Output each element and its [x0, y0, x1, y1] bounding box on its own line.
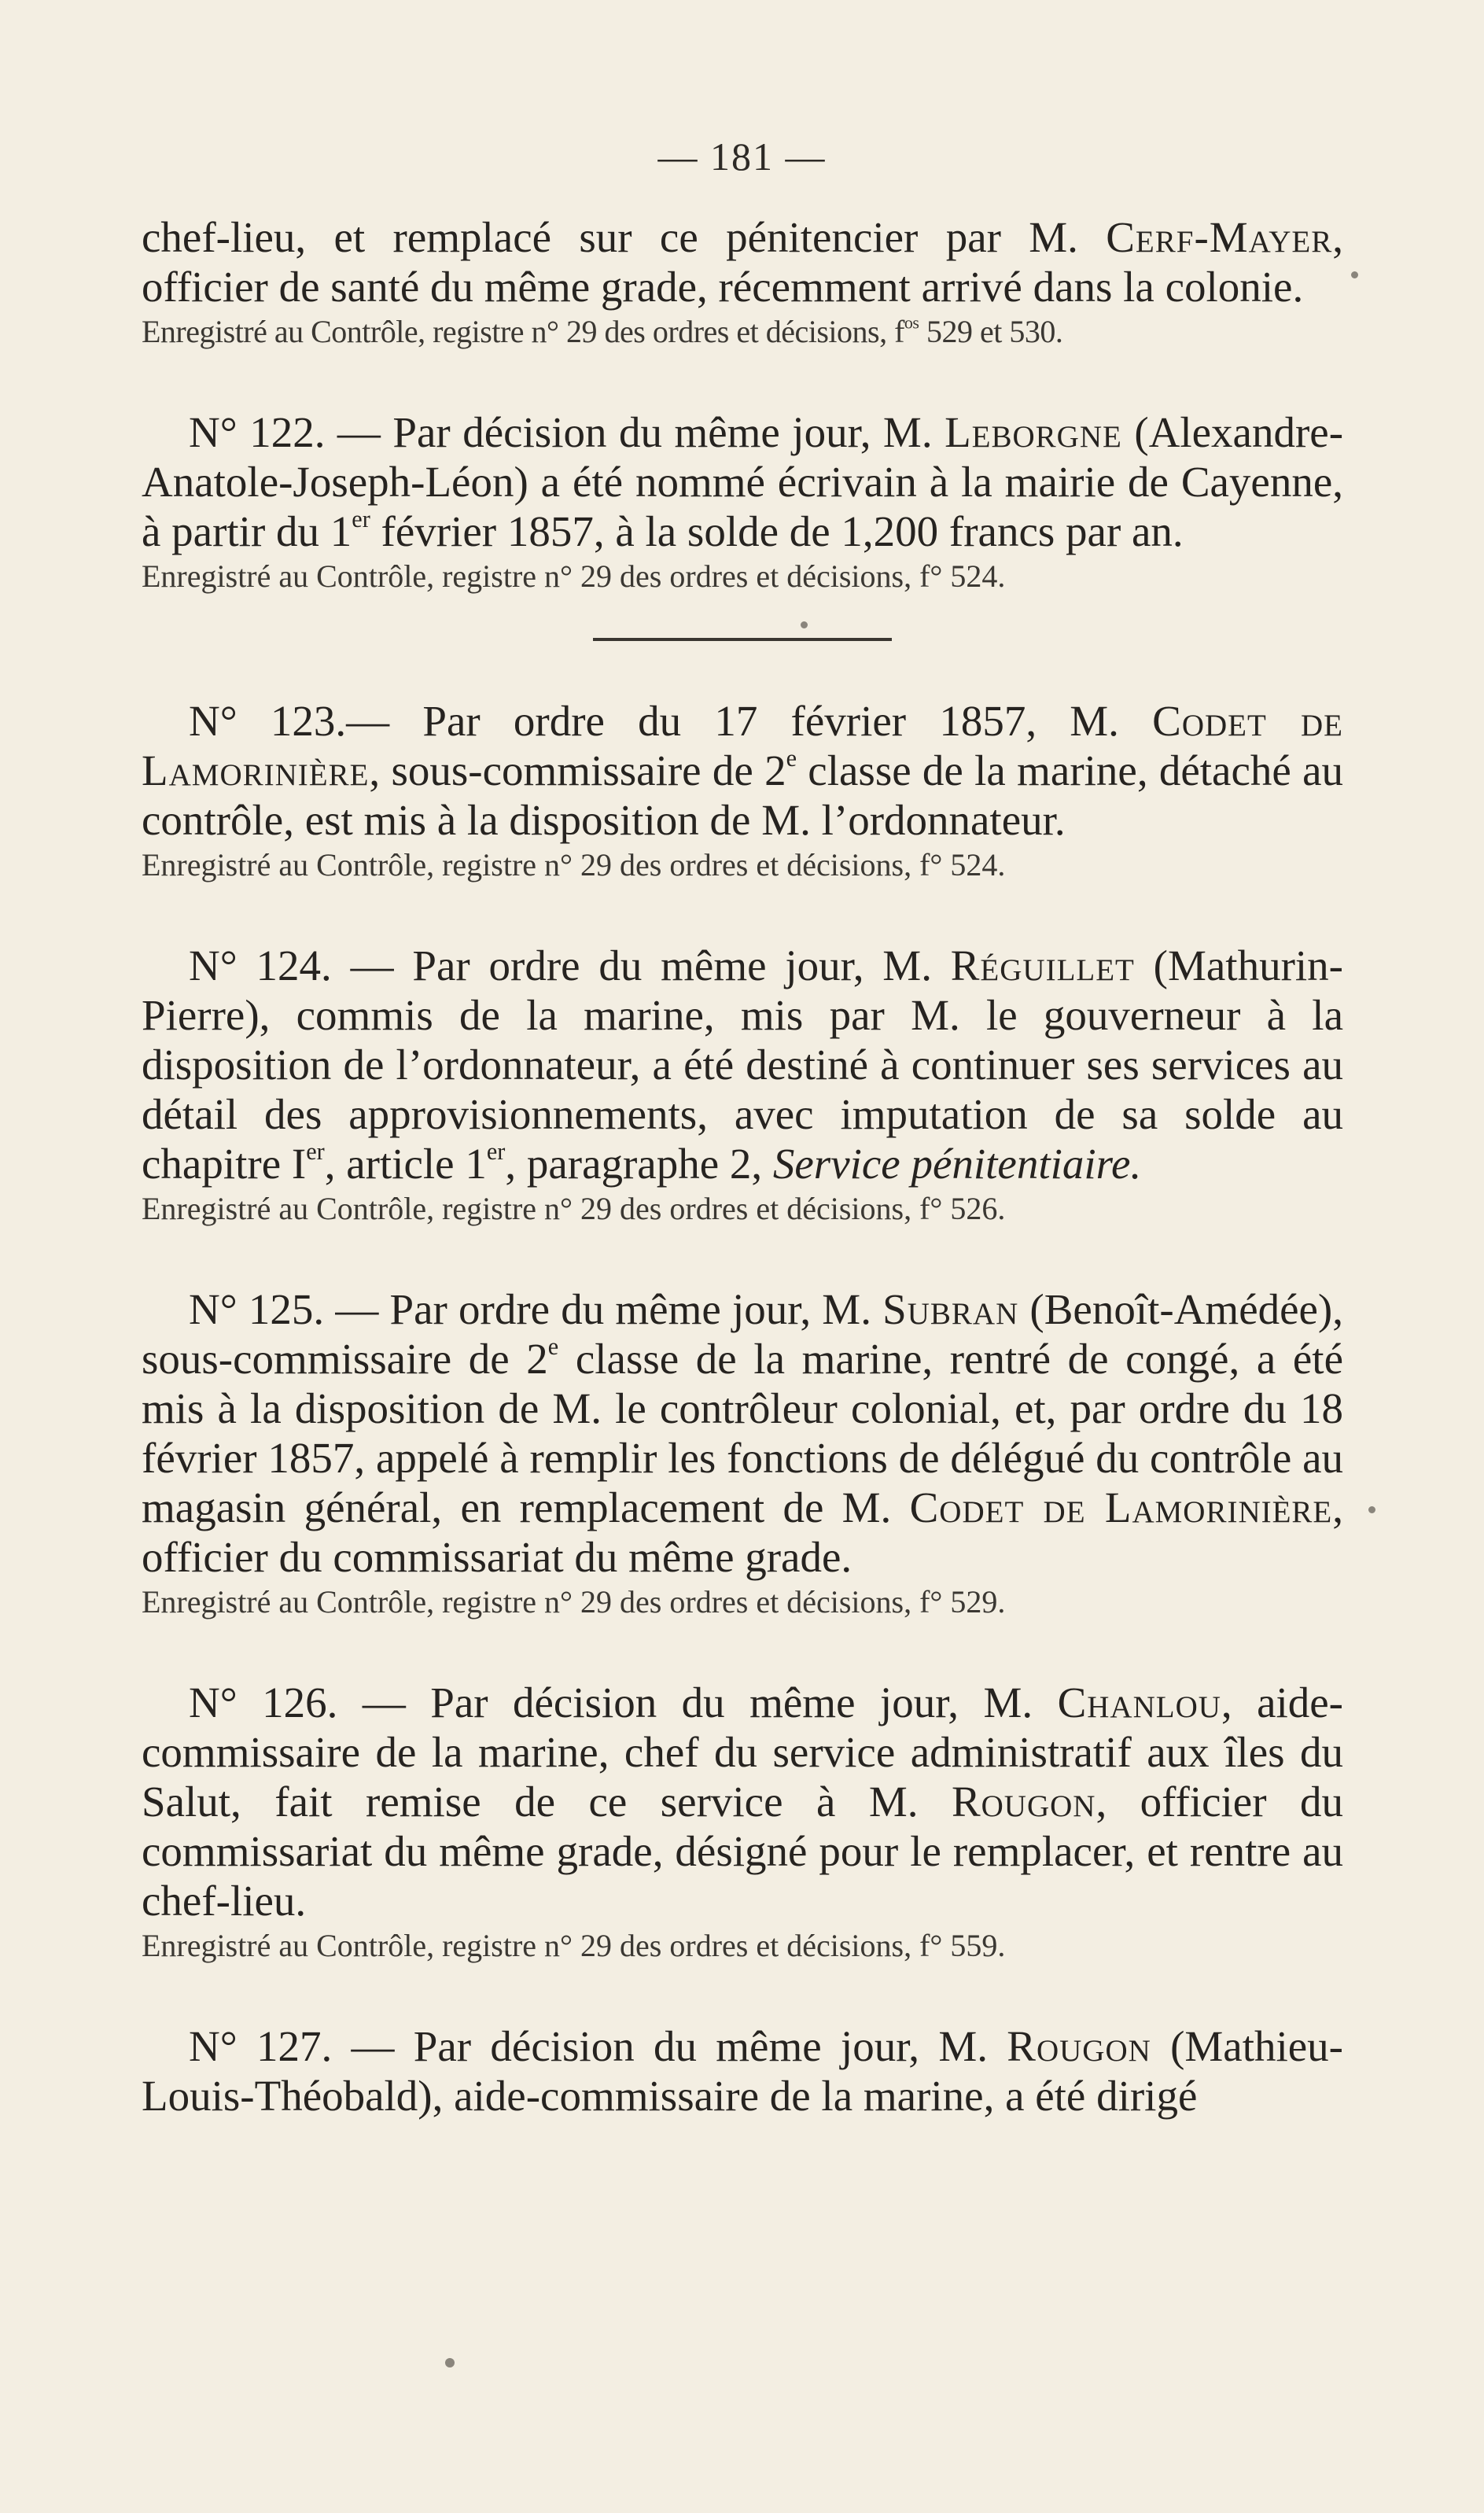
person-name: Subran	[882, 1285, 1019, 1333]
scan-speck	[1351, 271, 1358, 278]
entry-126: N° 126. — Par décision du même jour, M. Chanlou, aide-commissaire de la marine, chef du service administratif aux îles du Salut, fait remise de ce service à M. Rougon, officier du commissariat du même grade, désigné pour le remplacer, et rentre au chef-lieu.	[142, 1678, 1343, 1925]
scan-speck	[1368, 1506, 1375, 1513]
person-name: Leborgne	[945, 408, 1122, 456]
entry-124: N° 124. — Par ordre du même jour, M. Réguillet (Mathurin-Pierre), commis de la marine, mis par M. le gouverneur à la disposition de l’ordonnateur, a été destiné à continuer ses services au détail des approvisionnements, avec imputation de sa solde au chapitre Ier, article 1er, paragraphe 2, Service pénitentiaire.	[142, 941, 1344, 1188]
section-divider	[593, 638, 892, 641]
entry-122: N° 122. — Par décision du même jour, M. Leborgne (Alexandre-Anatole-Joseph-Léon) a été nommé écrivain à la mairie de Cayenne, à partir du 1er février 1857, à la solde de 1,200 francs par an.	[142, 408, 1344, 555]
entry-number: N° 123.	[189, 697, 347, 745]
register-note: Enregistré au Contrôle, registre n° 29 des ordres et décisions, $f^{os}$ 529 et 530.	[142, 312, 1063, 349]
entry-number: N° 127.	[189, 2022, 333, 2070]
entry-123: N° 123.— Par ordre du 17 février 1857, M. Codet de Lamorinière, sous-commissaire de 2e classe de la marine, détaché au contrôle, est mis à la disposition de M. l’ordonnateur.	[142, 697, 1344, 844]
person-name: Rougon	[1007, 2022, 1151, 2070]
person-name: Rougon	[951, 1778, 1096, 1826]
document-body	[142, 212, 1343, 2121]
entry-number: N° 125.	[189, 1285, 325, 1333]
page-number: — 181 —	[657, 134, 827, 179]
register-note: Enregistré au Contrôle, registre n° 29 des ordres et décisions, f° 524.	[142, 847, 1006, 882]
person-name: Chanlou	[1057, 1678, 1221, 1726]
entry-number: N° 122.	[189, 408, 326, 456]
person-name: Cerf-Mayer	[1106, 213, 1333, 261]
register-note: Enregistré au Contrôle, registre n° 29 des ordres et décisions, f° 529.	[142, 1584, 1006, 1619]
person-name: Codet de Lamorinière	[909, 1483, 1333, 1531]
budget-line: Service pénitentiaire.	[772, 1140, 1142, 1188]
entry-127: N° 127. — Par décision du même jour, M. Rougon (Mathieu-Louis-Théobald), aide-commissaire de la marine, a été dirigé	[142, 2022, 1343, 2120]
entry-number: N° 124.	[189, 941, 332, 989]
entry-number: N° 126.	[189, 1678, 338, 1726]
register-note: Enregistré au Contrôle, registre n° 29 des ordres et décisions, f° 524.	[142, 558, 1006, 594]
person-name: Codet de Lamorinière	[142, 697, 1343, 794]
register-note: Enregistré au Contrôle, registre n° 29 des ordres et décisions, f° 559.	[142, 1928, 1006, 1963]
scan-speck	[801, 621, 808, 628]
paragraph-continuation: chef-lieu, et remplacé sur ce pénitencier par M. Cerf-Mayer, officier de santé du même grade, récemment arrivé dans la colonie.	[142, 213, 1343, 311]
register-note: Enregistré au Contrôle, registre n° 29 des ordres et décisions, f° 526.	[142, 1191, 1006, 1226]
scan-speck	[445, 2358, 455, 2367]
entry-125: N° 125. — Par ordre du même jour, M. Subran (Benoît-Amédée), sous-commissaire de 2e classe de la marine, rentré de congé, a été mis à la disposition de M. le contrôleur colonial, et, par ordre du 18 février 1857, appelé à remplir les fonctions de délégué du contrôle au magasin général, en remplacement de M. Codet de Lamorinière, officier du commissariat du même grade.	[142, 1285, 1344, 1581]
person-name: Réguillet	[950, 941, 1135, 989]
